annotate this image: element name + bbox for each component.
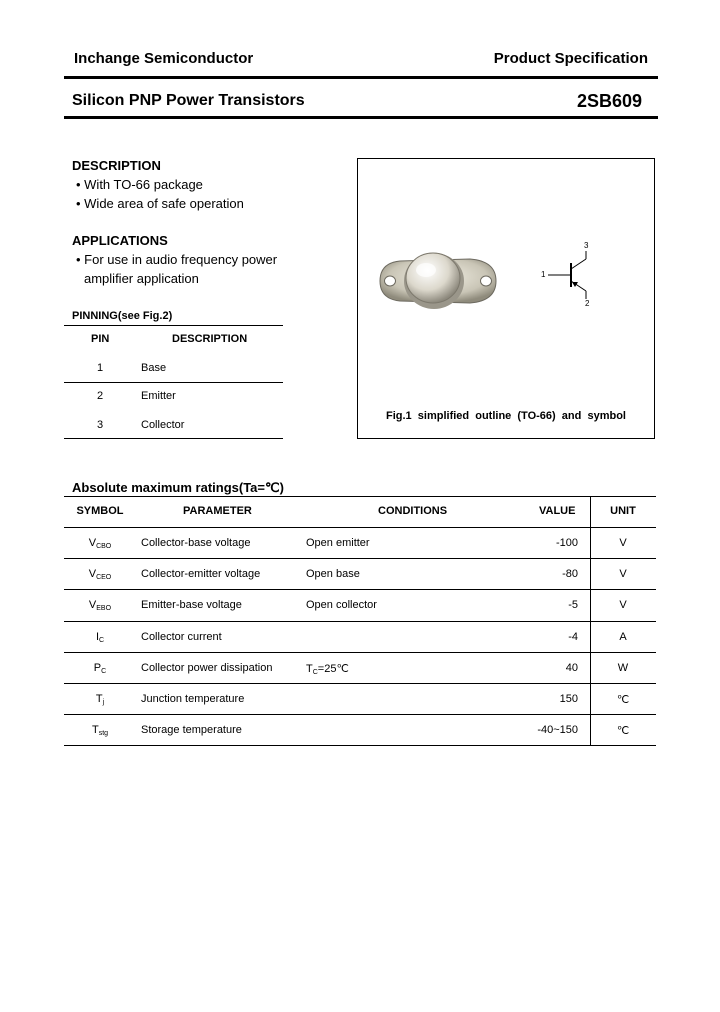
ratings-rule (64, 527, 656, 528)
to66-package-image (370, 241, 510, 321)
rating-symbol: $V_{EBO}$ (88, 599, 112, 613)
rating-symbol: $T_j$ (95, 693, 105, 706)
rating-parameter: Junction temperature (141, 693, 245, 705)
pin-number: 1 (97, 362, 104, 374)
ratings-row-rule (64, 683, 656, 684)
ratings-header-value: VALUE (539, 505, 576, 517)
ratings-header-parameter: PARAMETER (183, 505, 252, 517)
rating-value: -40~150 (537, 724, 578, 737)
rating-unit: V (619, 537, 627, 549)
rating-parameter: Collector current (141, 630, 222, 643)
rating-unit: V (619, 568, 627, 581)
rating-unit: W (617, 661, 629, 674)
ratings-row-rule (64, 558, 656, 559)
ratings-rule-top (64, 496, 656, 497)
figure-caption: Fig.1 simplified outline (TO-66) and symbol (386, 410, 626, 422)
pin-number: 2 (97, 390, 104, 402)
rating-value: 40 (565, 661, 578, 674)
ratings-row-rule (64, 652, 656, 653)
symbol-label-base: 1 (541, 270, 546, 279)
ratings-title: Absolute maximum ratings(Ta=℃) (72, 480, 284, 495)
rating-conditions: Open collector (306, 599, 377, 612)
ratings-row-rule (64, 714, 656, 715)
rating-value: -4 (568, 630, 578, 643)
product-line: Silicon PNP Power Transistors (72, 92, 305, 109)
rating-unit: A (619, 630, 627, 643)
applications-item: • For use in audio frequency power (76, 252, 278, 267)
rating-parameter: Collector power dissipation (141, 661, 273, 674)
ratings-row-rule (64, 621, 656, 622)
rating-value: -100 (555, 537, 578, 549)
rating-symbol: $P_C$ (93, 661, 107, 675)
description-title: DESCRIPTION (72, 158, 161, 173)
rating-conditions: $T_C=25℃$ (306, 662, 349, 676)
description-item: • Wide area of safe operation (76, 196, 244, 211)
rating-parameter: Collector-base voltage (141, 537, 251, 549)
part-number: 2SB609 (576, 91, 642, 111)
company-name: Inchange Semiconductor (74, 50, 254, 67)
pinning-header-description: DESCRIPTION (172, 333, 248, 345)
pin-description: Base (141, 362, 167, 374)
header-rule-2 (64, 116, 658, 119)
rating-symbol: $V_{CEO}$ (88, 568, 112, 582)
applications-title: APPLICATIONS (72, 233, 168, 248)
rating-symbol: $V_{CBO}$ (88, 537, 112, 550)
description-item: • With TO-66 package (76, 177, 203, 192)
rating-symbol: $I_C$ (95, 630, 105, 644)
rating-unit: ℃ (616, 725, 630, 738)
ratings-row-rule (64, 745, 656, 746)
symbol-label-emitter: 2 (585, 299, 590, 308)
figure-box (357, 158, 655, 439)
pinning-rule-bottom (64, 438, 283, 439)
rating-value: -80 (562, 568, 578, 581)
doc-type: Product Specification (493, 50, 648, 67)
rating-parameter: Storage temperature (141, 724, 242, 737)
rating-parameter: Collector-emitter voltage (141, 568, 261, 581)
rating-conditions: Open base (306, 568, 360, 581)
pin-number: 3 (97, 419, 104, 431)
pin-description: Emitter (141, 390, 176, 402)
rating-symbol: $T_{stg}$ (91, 724, 109, 738)
ratings-row-rule (64, 589, 656, 590)
pinning-rule-top (64, 325, 283, 326)
pin-description: Collector (141, 419, 185, 431)
pinning-rule (64, 382, 283, 383)
ratings-header-unit: UNIT (610, 505, 636, 517)
pinning-header-pin: PIN (91, 333, 110, 345)
header-rule-1 (64, 76, 658, 79)
ratings-header-symbol: SYMBOL (76, 505, 124, 517)
rating-unit: ℃ (616, 694, 630, 706)
symbol-label-collector: 3 (584, 241, 589, 250)
rating-parameter: Emitter-base voltage (141, 599, 242, 612)
pinning-title: PINNING(see Fig.2) (72, 310, 173, 322)
rating-unit: V (619, 599, 627, 612)
ratings-header-conditions: CONDITIONS (378, 505, 448, 517)
pnp-transistor-symbol (536, 239, 616, 319)
applications-item: amplifier application (84, 271, 199, 286)
rating-value: -5 (568, 599, 578, 612)
rating-value: 150 (559, 693, 578, 705)
rating-conditions: Open emitter (306, 537, 370, 549)
